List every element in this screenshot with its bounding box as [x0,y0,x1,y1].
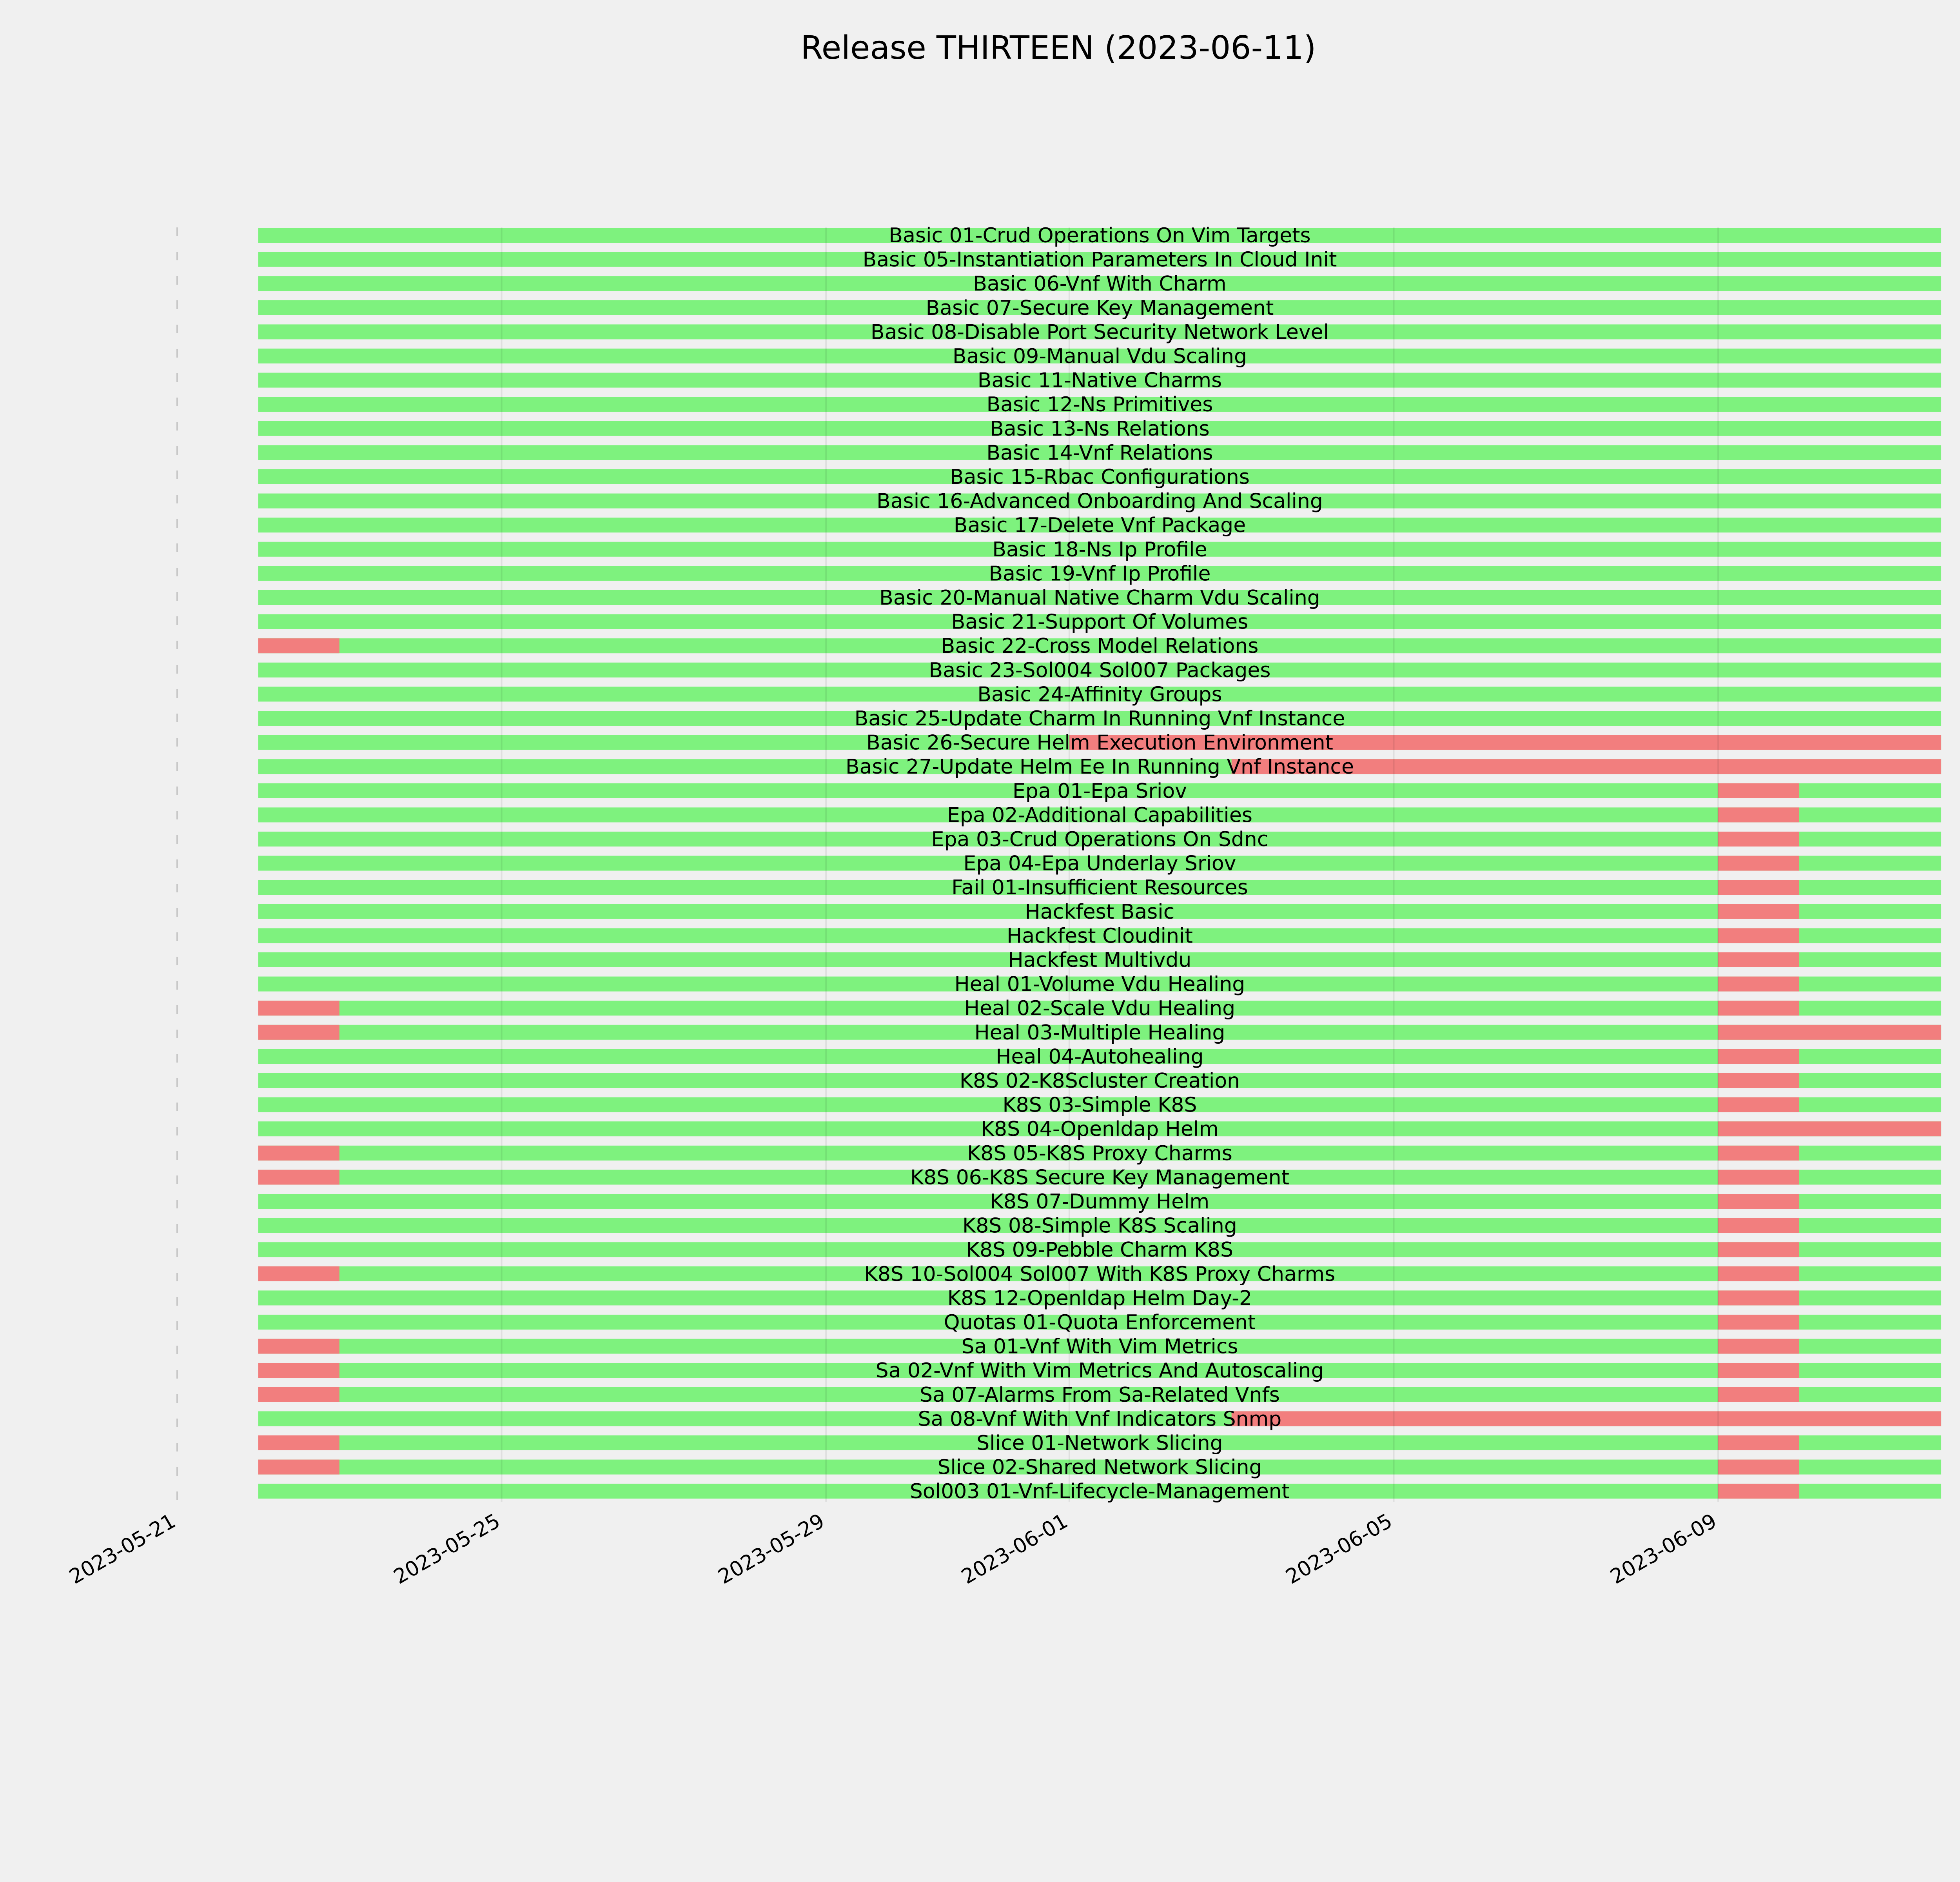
x-axis-ticks [65,1509,1721,1589]
test-label: Slice 01-Network Slicing [976,1431,1223,1455]
x-tick-label: 2023-05-29 [714,1509,829,1589]
test-label: Quotas 01-Quota Enforcement [944,1311,1256,1334]
test-label: Sa 08-Vnf With Vnf Indicators Snmp [918,1407,1282,1431]
test-label: Basic 20-Manual Native Charm Vdu Scaling [879,586,1320,610]
x-tick-label: 2023-05-21 [65,1509,180,1589]
test-label: Heal 03-Multiple Healing [974,1021,1225,1045]
test-label: Basic 01-Crud Operations On Vim Targets [889,224,1311,247]
test-label: Epa 01-Epa Sriov [1013,779,1187,803]
test-label: Basic 16-Advanced Onboarding And Scaling [877,489,1323,513]
test-label: Basic 26-Secure Helm Execution Environment [866,731,1333,755]
test-label: K8S 10-Sol004 Sol007 With K8S Proxy Charms [864,1262,1336,1286]
test-label: Heal 04-Autohealing [996,1045,1204,1069]
x-tick-label: 2023-06-05 [1282,1509,1396,1589]
test-label: Basic 11-Native Charms [977,369,1222,392]
fail-segment [258,638,339,653]
test-label: K8S 09-Pebble Charm K8S [966,1238,1234,1262]
test-label: Slice 02-Shared Network Slicing [937,1455,1262,1479]
test-label: Basic 06-Vnf With Charm [973,272,1227,296]
test-label: Basic 13-Ns Relations [990,417,1210,441]
fail-segment [1718,1170,1799,1184]
fail-segment [258,1460,339,1475]
fail-segment [258,1025,339,1040]
test-label: Heal 02-Scale Vdu Healing [964,997,1236,1021]
test-label: Basic 22-Cross Model Relations [941,634,1259,658]
fail-segment [1718,1218,1799,1233]
test-label: Basic 24-Affinity Groups [977,683,1222,707]
fail-segment [1718,1315,1799,1330]
x-tick-label: 2023-06-09 [1606,1509,1721,1589]
fail-segment [1718,1025,1941,1040]
test-label: Basic 19-Vnf Ip Profile [989,562,1211,586]
fail-segment [1718,1242,1799,1257]
fail-segment [1718,856,1799,871]
fail-segment [258,1146,339,1161]
test-label: K8S 07-Dummy Helm [990,1190,1210,1213]
test-label: Hackfest Cloudinit [1007,924,1193,948]
fail-segment [258,1435,339,1450]
fail-segment [1718,1363,1799,1378]
fail-segment [1718,1266,1799,1281]
chart-title: Release THIRTEEN (2023-06-11) [800,29,1316,67]
test-label: Epa 03-Crud Operations On Sdnc [931,828,1269,851]
test-label: Basic 17-Delete Vnf Package [953,514,1246,538]
test-label: Hackfest Multivdu [1008,948,1192,972]
fail-segment [1718,928,1799,943]
fail-segment [1718,952,1799,967]
fail-segment [1718,880,1799,895]
test-label: Sa 02-Vnf With Vim Metrics And Autoscaling [875,1359,1324,1383]
fail-segment [1718,904,1799,919]
test-label: Basic 27-Update Helm Ee In Running Vnf Instance [845,755,1354,779]
test-label: Sa 07-Alarms From Sa-Related Vnfs [920,1383,1280,1407]
fail-segment [1718,1194,1799,1209]
fail-segment [1718,1387,1799,1402]
test-label: Basic 14-Vnf Relations [986,441,1213,465]
test-label: Basic 25-Update Charm In Running Vnf Instance [854,707,1345,730]
fail-segment [1718,1146,1799,1161]
test-label: Sa 01-Vnf With Vim Metrics [961,1335,1238,1359]
test-label: Hackfest Basic [1025,900,1175,924]
fail-segment [1718,1001,1799,1015]
test-label: Basic 21-Support Of Volumes [951,610,1249,634]
test-label: K8S 03-Simple K8S [1002,1093,1197,1117]
test-label: Basic 05-Instantiation Parameters In Cloud Init [862,248,1337,272]
test-label: Basic 18-Ns Ip Profile [992,538,1207,561]
fail-segment [1718,1339,1799,1354]
fail-segment [1718,1121,1941,1136]
fail-segment [1718,1049,1799,1064]
test-label: Epa 02-Additional Capabilities [947,803,1252,827]
test-label: K8S 12-Openldap Helm Day-2 [947,1286,1252,1310]
fail-segment [258,1339,339,1354]
fail-segment [258,1387,339,1402]
test-label: Sol003 01-Vnf-Lifecycle-Management [909,1480,1290,1504]
x-tick-label: 2023-05-25 [390,1509,505,1589]
fail-segment [1718,1097,1799,1112]
fail-segment [258,1363,339,1378]
fail-segment [1232,1411,1941,1426]
test-label: K8S 06-K8S Secure Key Management [910,1166,1290,1190]
fail-segment [258,1266,339,1281]
fail-segment [1718,783,1799,798]
fail-segment [1718,807,1799,822]
test-label: Epa 04-Epa Underlay Sriov [963,852,1236,876]
fail-segment [258,1001,339,1015]
fail-segment [1718,1460,1799,1475]
test-label: Basic 09-Manual Vdu Scaling [952,345,1247,368]
test-label: Basic 23-Sol004 Sol007 Packages [929,658,1271,682]
test-label: Basic 15-Rbac Configurations [949,465,1250,489]
test-label: K8S 04-Openldap Helm [980,1117,1219,1141]
test-label: K8S 05-K8S Proxy Charms [967,1141,1232,1165]
fail-segment [1718,977,1799,992]
fail-segment [1718,1290,1799,1305]
test-label: Basic 07-Secure Key Management [926,296,1274,320]
test-label: Basic 08-Disable Port Security Network Level [870,320,1329,344]
fail-segment [1718,1073,1799,1088]
fail-segment [1718,1435,1799,1450]
test-label: Heal 01-Volume Vdu Healing [954,972,1245,996]
test-label: K8S 02-K8Scluster Creation [959,1069,1240,1093]
test-label: K8S 08-Simple K8S Scaling [962,1214,1237,1238]
test-label: Fail 01-Insufficient Resources [951,876,1248,900]
x-tick-label: 2023-06-01 [957,1509,1072,1589]
fail-segment [1718,1484,1799,1499]
test-label: Basic 12-Ns Primitives [986,393,1213,417]
fail-segment [1718,832,1799,847]
fail-segment [258,1170,339,1184]
